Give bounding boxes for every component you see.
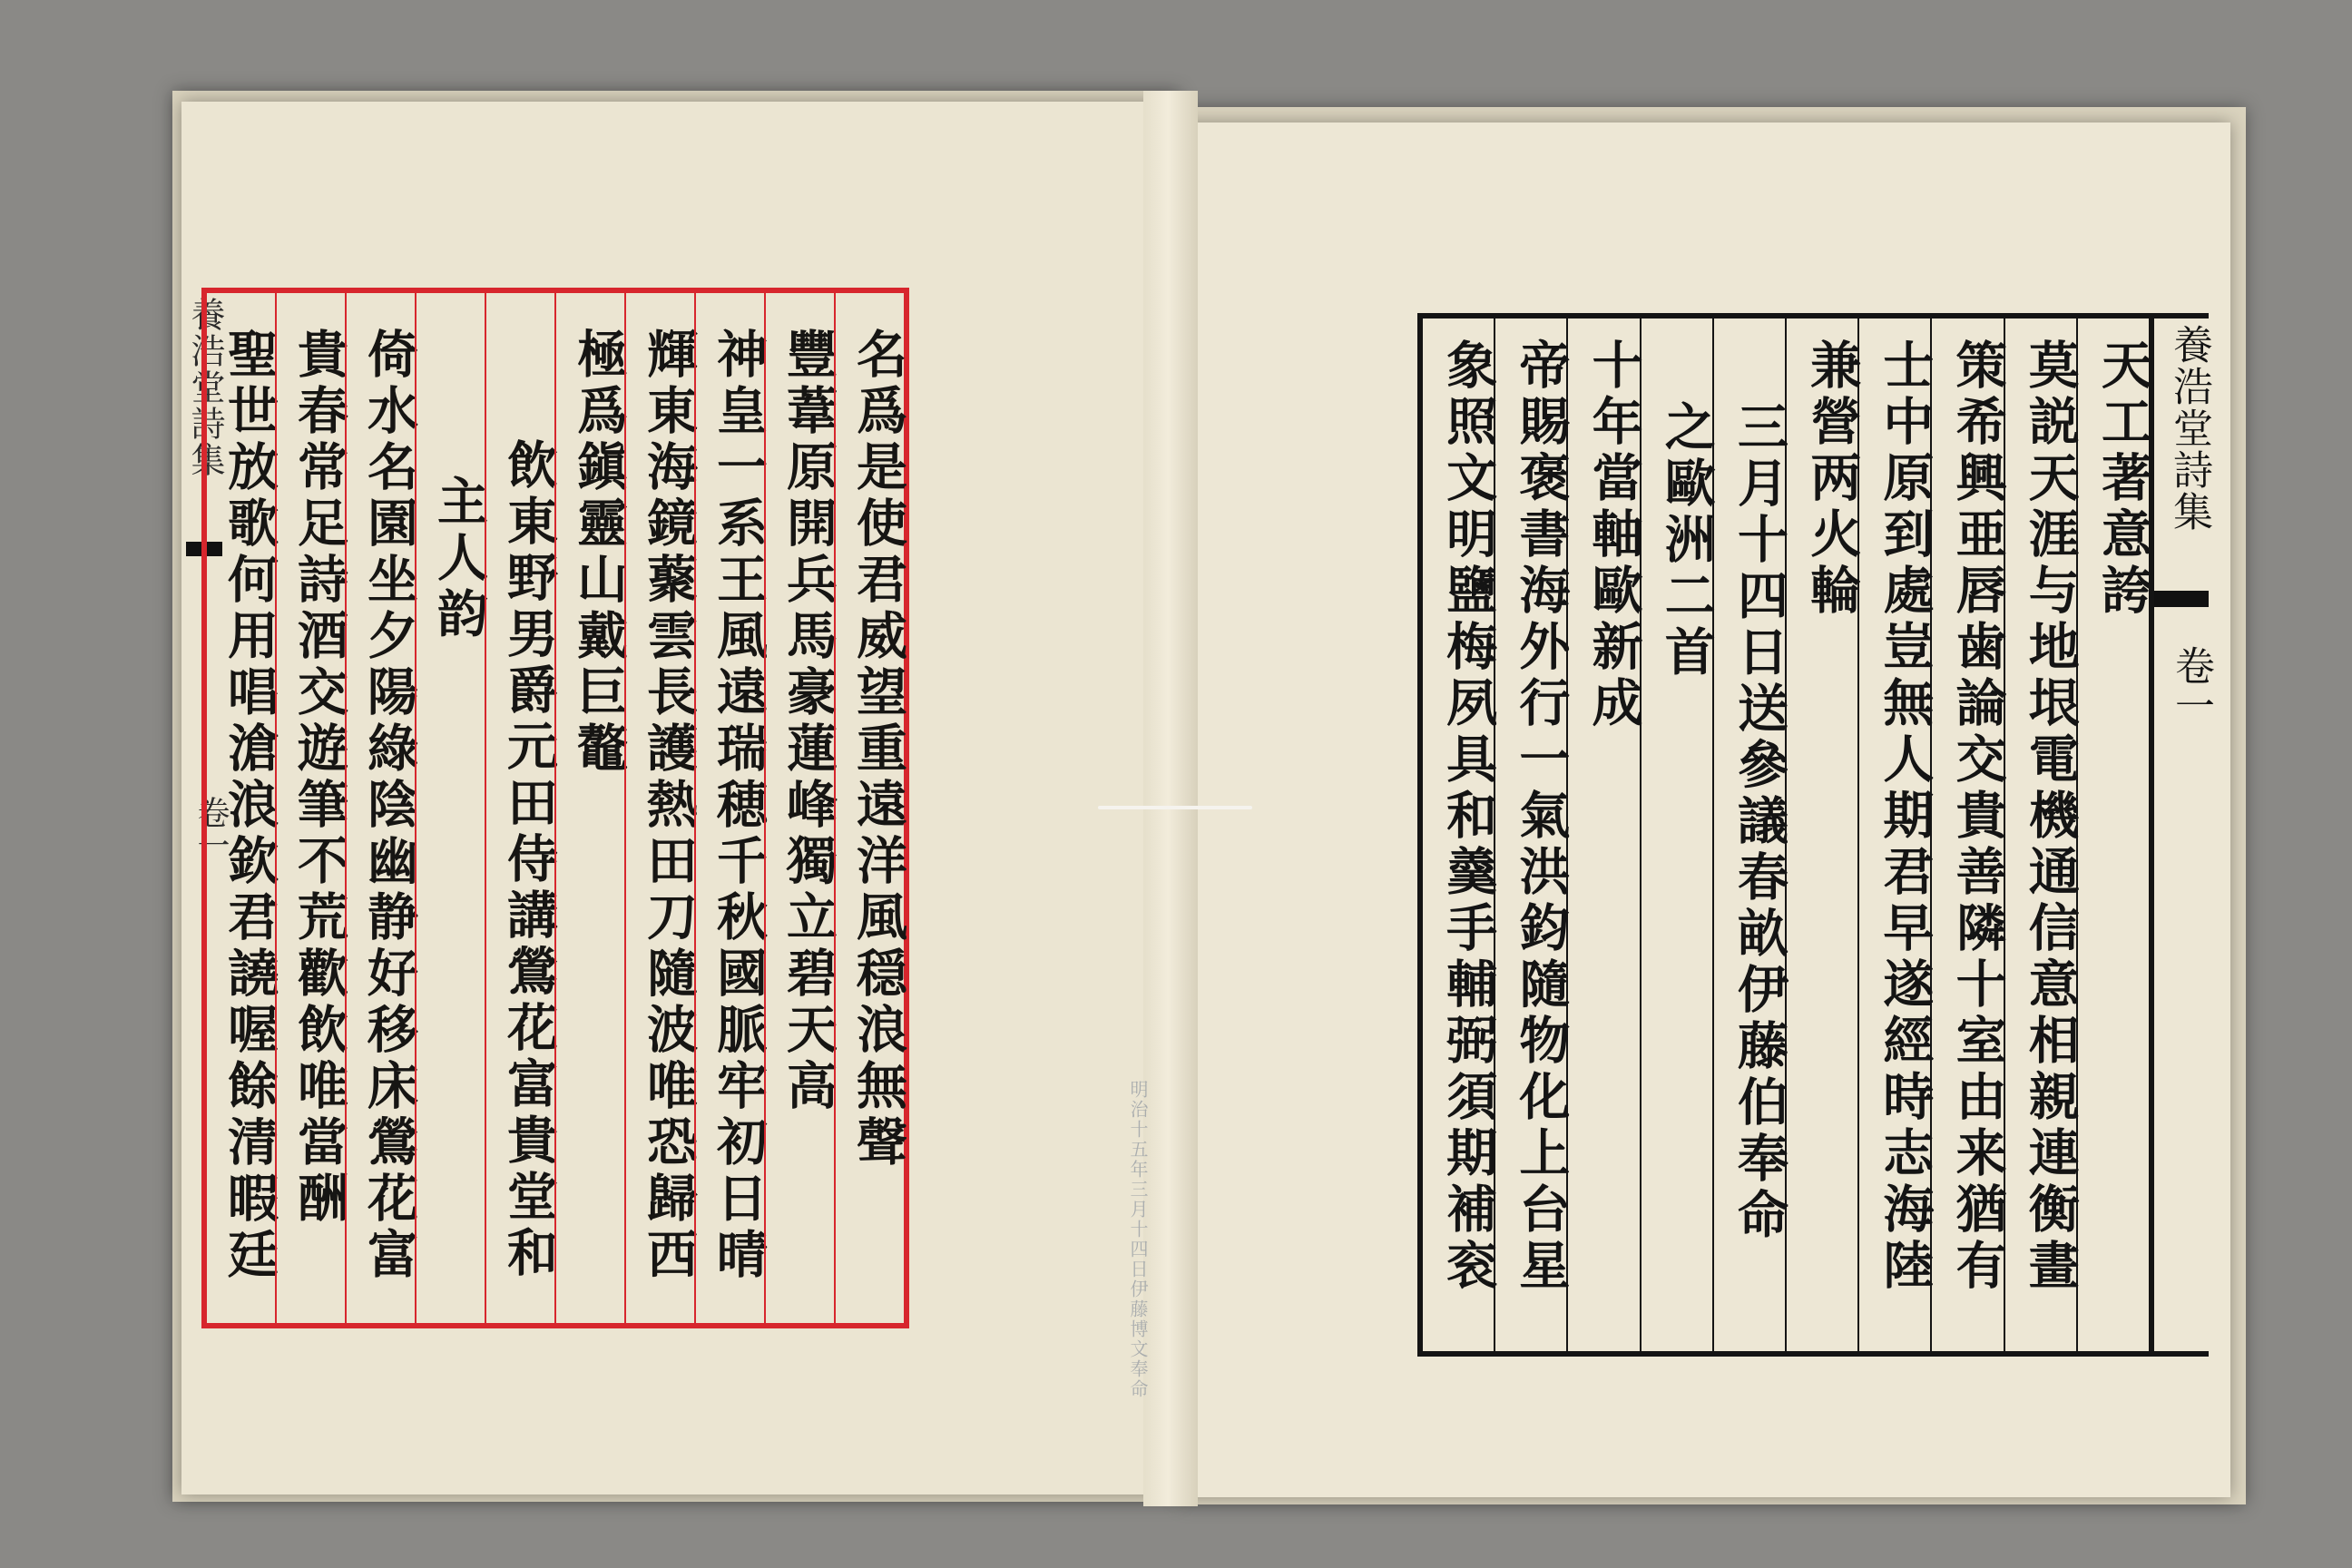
right-fish-tail — [2154, 591, 2209, 607]
left-column-1: 名爲是使君威望重遠洋風穏浪無聲 — [834, 293, 904, 1323]
left-column-8: 倚水名園坐夕陽綠陰幽静好移床鶯花富 — [345, 293, 415, 1323]
left-column-5: 極爲鎭靈山戴巨鼇 — [554, 293, 624, 1323]
right-column-3: 策希興亜唇歯論交貴善隣十室由来猶有 — [1930, 318, 2003, 1351]
pencil-annotation: 明治十五年三月十四日伊藤博文奉命 — [1127, 1080, 1149, 1399]
left-column-4: 輝東海鏡藂雲長護熱田刀隨波唯恐歸西 — [624, 293, 694, 1323]
right-column-2: 莫説天涯与地垠電機通信意相親連衡畫 — [2004, 318, 2076, 1351]
left-spine-title: 養浩堂詩集 — [185, 297, 225, 478]
left-column-9: 貴春常足詩酒交遊筆不荒歡飲唯當酬 — [275, 293, 345, 1323]
right-column-4: 士中原到處豈無人期君早遂經時志海陸 — [1857, 318, 1930, 1351]
book-gutter — [1143, 91, 1198, 1506]
right-column-6: 三月十四日送參議春畝伊藤伯奉命 — [1712, 318, 1785, 1351]
left-spine-volume: 卷一 — [192, 796, 230, 861]
right-column-9: 帝賜褒書海外行一氣洪鈞隨物化上台星 — [1494, 318, 1566, 1351]
right-spine-margin — [2154, 313, 2214, 1357]
right-column-5: 兼營两火輪 — [1785, 318, 1857, 1351]
right-column-8: 十年當軸歐新成 — [1566, 318, 1639, 1351]
left-column-6: 飲東野男爵元田侍講鶯花富貴堂和 — [485, 293, 554, 1323]
left-text-frame — [201, 288, 909, 1328]
left-column-3: 神皇一系王風遠瑞穂千秋國脈牢初日晴 — [694, 293, 764, 1323]
right-spine-volume: 卷一 — [2168, 645, 2214, 725]
right-column-1: 天工著意誇 — [2076, 318, 2149, 1351]
binding-thread — [1098, 806, 1252, 809]
left-column-10: 聖世放歌何用唱滄浪欽君譊喔餘清暇廷 — [220, 328, 279, 1284]
right-column-7: 之歐洲二首 — [1640, 318, 1712, 1351]
right-text-frame — [1417, 313, 2154, 1357]
left-column-2: 豐葦原開兵馬豪蓮峰獨立碧天高 — [764, 293, 834, 1323]
left-column-7: 主人韵 — [415, 293, 485, 1323]
right-spine-title: 養浩堂詩集 — [2166, 324, 2212, 533]
right-column-10: 象照文明鹽梅夙具和羹手輔弼須期補衮 — [1438, 338, 1499, 1295]
